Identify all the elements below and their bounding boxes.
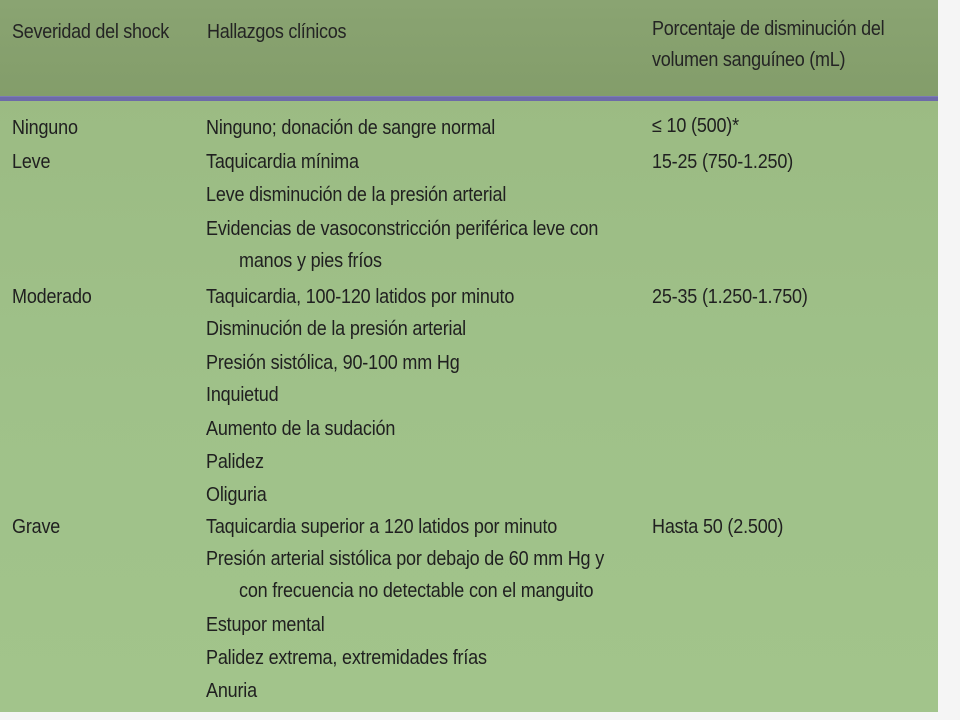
- finding-line: Taquicardia mínima: [206, 151, 359, 173]
- finding-line: Aumento de la sudación: [206, 418, 396, 440]
- finding-line: Evidencias de vasoconstricción periférica leve con: [206, 218, 599, 240]
- row-severity-leve: Leve: [12, 151, 51, 173]
- header-divider: [0, 96, 938, 101]
- finding-line: manos y pies fríos: [239, 250, 382, 272]
- header-percent-line1: Porcentaje de disminución del: [652, 18, 885, 40]
- finding-line: Palidez extrema, extremidades frías: [206, 647, 487, 669]
- table-header: [0, 0, 938, 96]
- finding-line: Inquietud: [206, 384, 279, 406]
- header-percent-line2: volumen sanguíneo (mL): [652, 49, 846, 71]
- finding-line: Anuria: [206, 680, 257, 702]
- finding-line: Estupor mental: [206, 614, 325, 636]
- header-findings: Hallazgos clínicos: [207, 21, 347, 43]
- finding-line: Palidez: [206, 451, 264, 473]
- row-severity-moderado: Moderado: [12, 286, 92, 308]
- finding-line: con frecuencia no detectable con el manguito: [239, 580, 594, 602]
- row-percent-leve: 15-25 (750-1.250): [652, 151, 794, 173]
- row-percent-ninguno: ≤ 10 (500)*: [652, 115, 739, 137]
- finding-line: Presión sistólica, 90-100 mm Hg: [206, 352, 460, 374]
- header-percent: [652, 14, 884, 76]
- finding-line: Leve disminución de la presión arterial: [206, 184, 507, 206]
- row-percent-grave: Hasta 50 (2.500): [652, 516, 784, 538]
- row-severity-grave: Grave: [12, 516, 61, 538]
- finding-line: Oliguria: [206, 484, 267, 506]
- header-severity: Severidad del shock: [12, 21, 169, 43]
- finding-line: Presión arterial sistólica por debajo de 60 mm Hg y: [206, 548, 605, 570]
- finding-line: Taquicardia, 100-120 latidos por minuto: [206, 286, 515, 308]
- row-severity-ninguno: Ninguno: [12, 117, 78, 139]
- finding-line: Disminución de la presión arterial: [206, 318, 467, 340]
- row-percent-moderado: 25-35 (1.250-1.750): [652, 286, 808, 308]
- finding-line: Ninguno; donación de sangre normal: [206, 117, 496, 139]
- finding-line: Taquicardia superior a 120 latidos por minuto: [206, 516, 558, 538]
